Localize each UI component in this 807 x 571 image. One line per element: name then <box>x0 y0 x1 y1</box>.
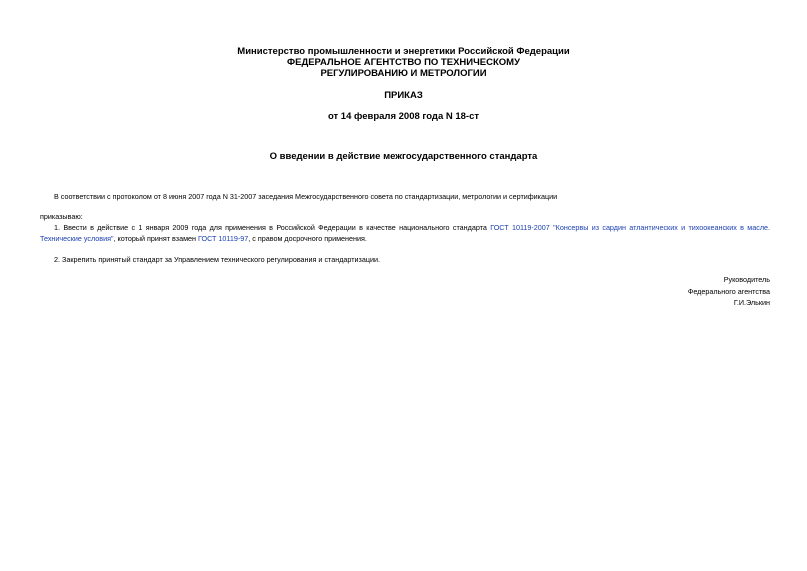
signature-agency: Федерального агентства <box>687 286 770 296</box>
agency-name-line2: РЕГУЛИРОВАНИЮ И МЕТРОЛОГИИ <box>320 68 487 79</box>
item-1-prefix: 1. Ввести в действие с 1 января 2009 года для применения в Российской Федерации в качестве национального стандарта <box>54 223 491 232</box>
gost-10119-97-link[interactable]: ГОСТ 10119-97 <box>198 234 249 243</box>
signature-block <box>688 274 770 309</box>
signature-name: Г.И.Элькин <box>733 298 770 307</box>
document-header <box>0 46 807 79</box>
item-1-suffix: , с правом досрочного применения. <box>248 234 367 243</box>
item-1-middle: , который принят взамен <box>113 234 198 243</box>
ministry-name: Министерство промышленности и энергетики Российской Федерации <box>237 46 570 57</box>
intro-paragraph: В соответствии с протоколом от 8 июня 2007 года N 31-2007 заседания Межгосударственного совета по стандартизации, метрологии и сертификации <box>54 192 558 201</box>
order-subject: О введении в действие межгосударственного стандарта <box>269 151 538 162</box>
item-2-paragraph: 2. Закрепить принятый стандарт за Управлением технического регулирования и стандартизации. <box>54 255 380 264</box>
orders-word: приказываю: <box>40 212 83 221</box>
order-date: от 14 февраля 2008 года N 18-ст <box>327 111 480 122</box>
agency-name-line1: ФЕДЕРАЛЬНОЕ АГЕНТСТВО ПО ТЕХНИЧЕСКОМУ <box>287 57 520 68</box>
order-title: ПРИКАЗ <box>384 90 423 101</box>
gost-10119-2007-link[interactable]: ГОСТ 10119-2007 "Консервы из сардин атлантических и тихоокеанских в масле. Технические условия" <box>40 223 771 243</box>
item-1-paragraph <box>40 222 770 244</box>
signature-position: Руководитель <box>723 275 770 284</box>
